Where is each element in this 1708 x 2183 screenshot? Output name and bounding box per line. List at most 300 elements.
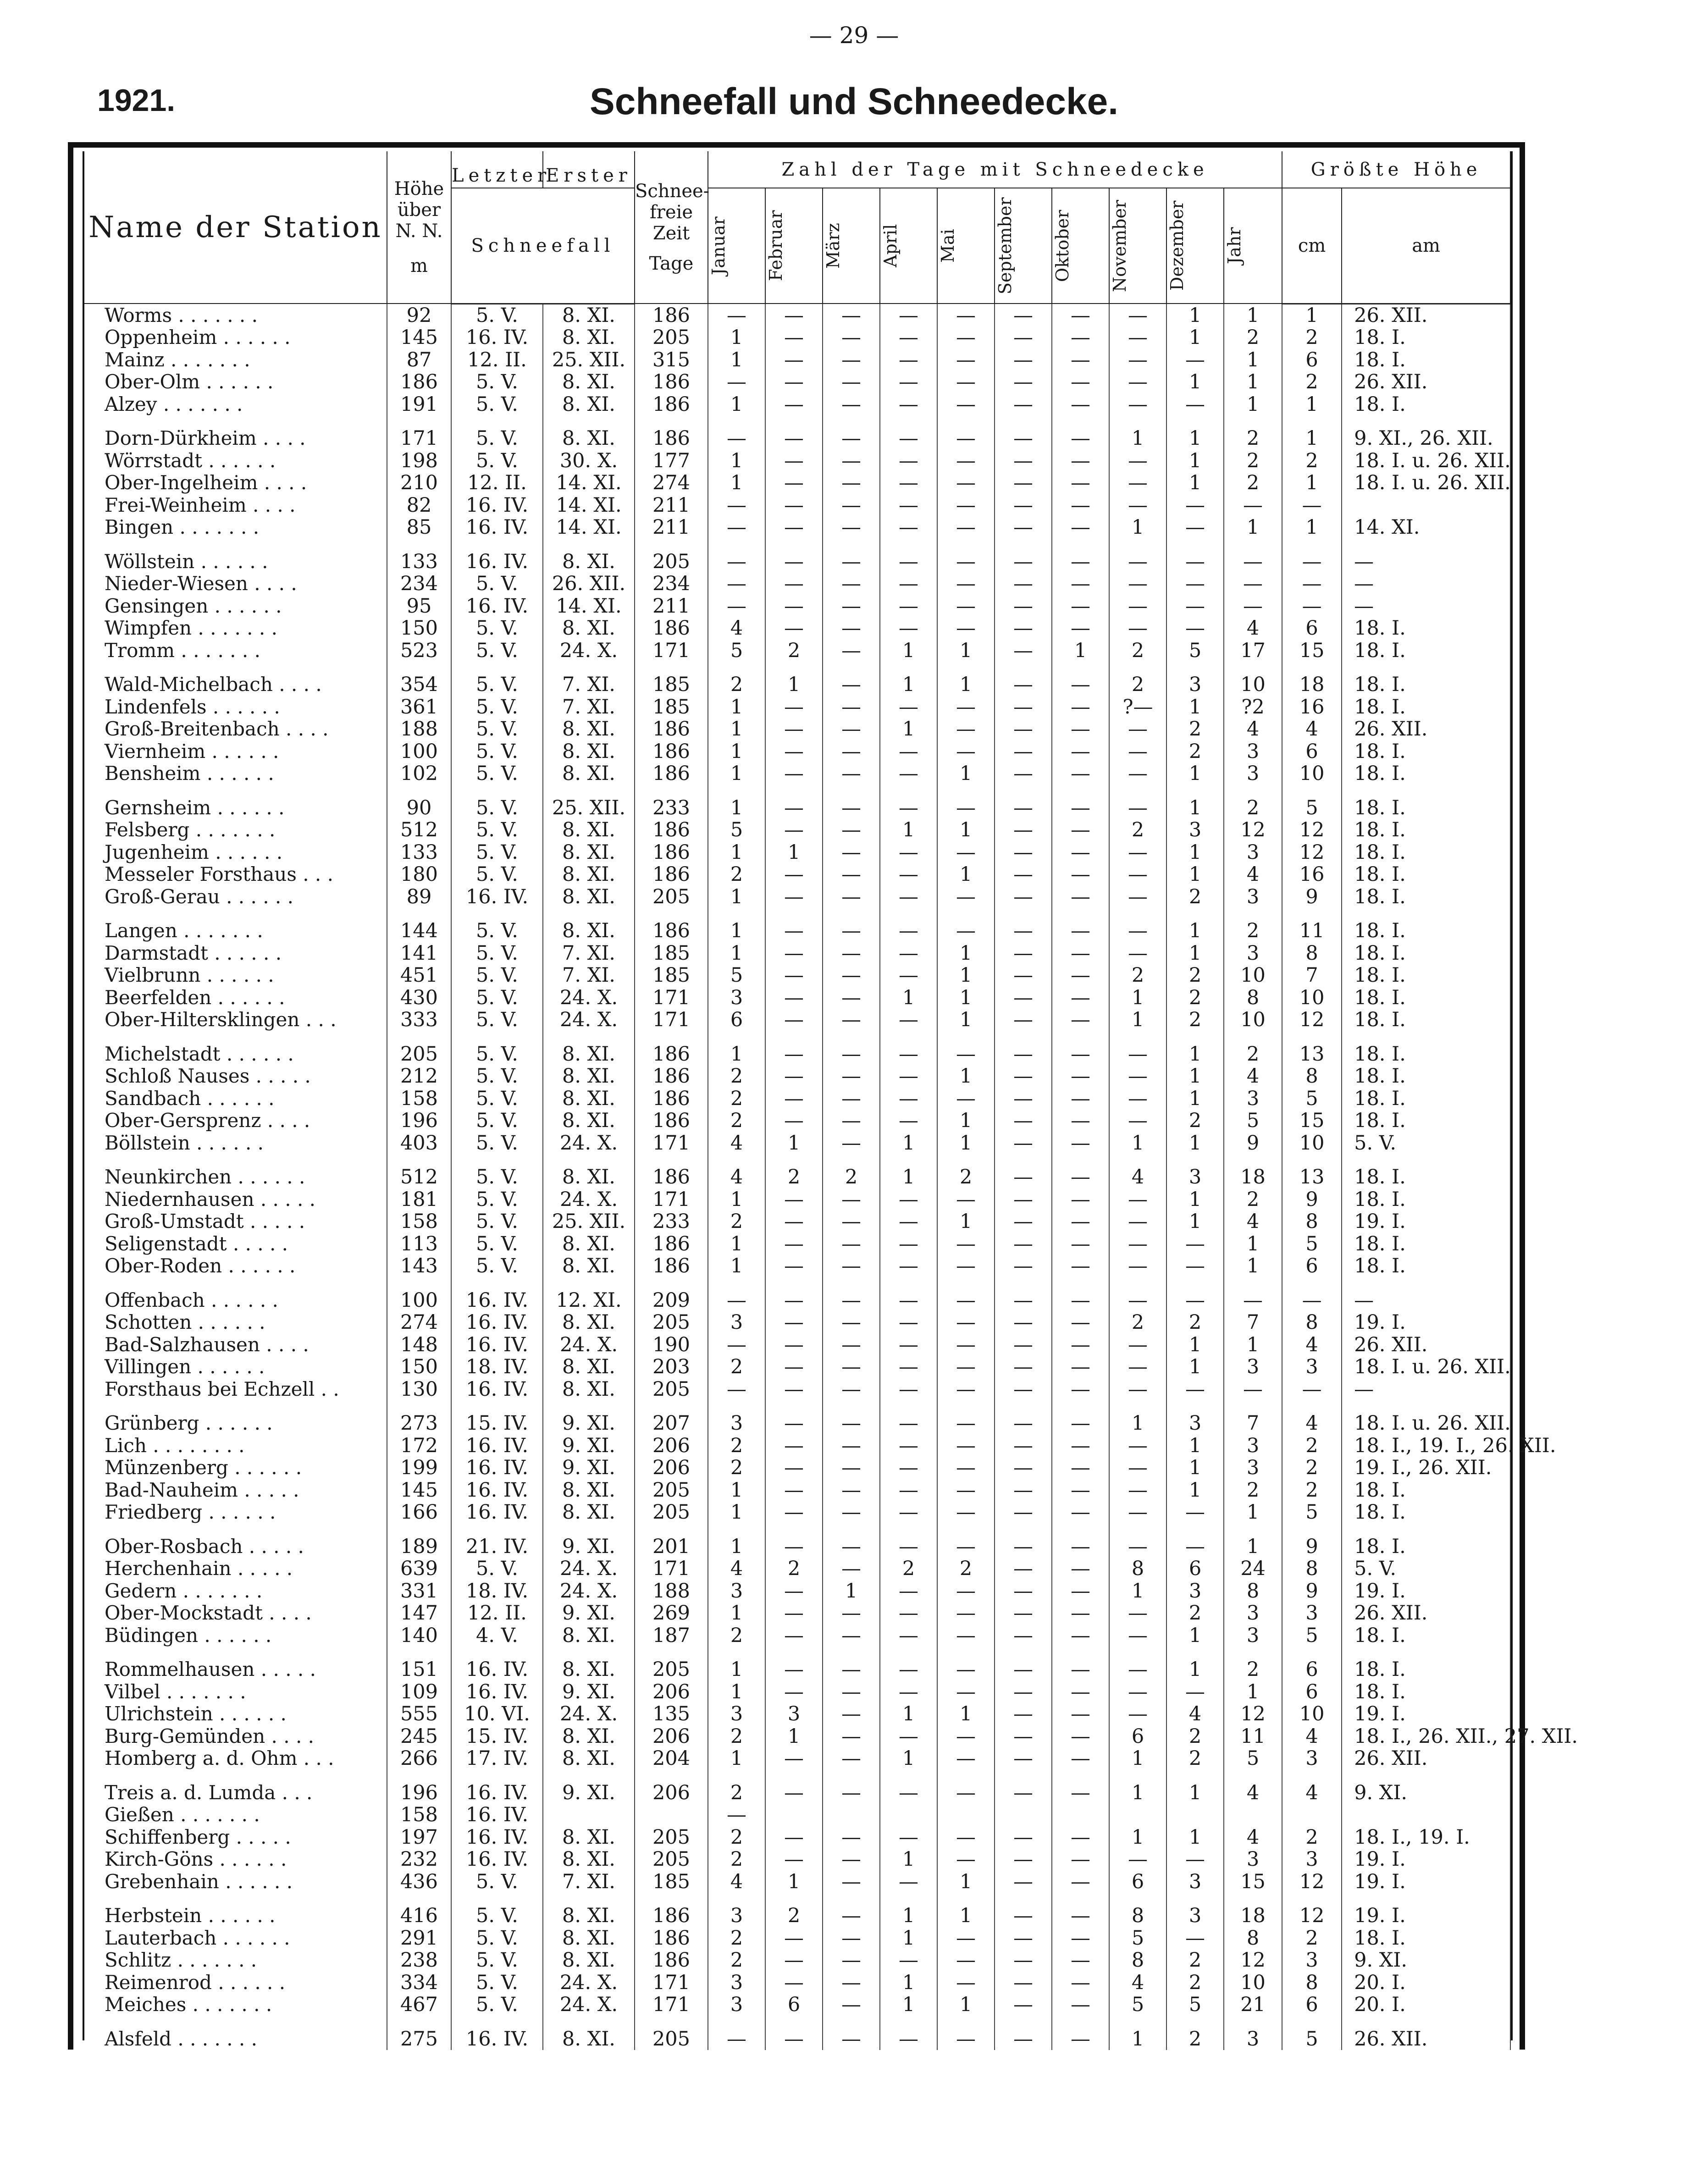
cell-januar: 1 (708, 1602, 765, 1625)
cell-februar: — (765, 1311, 823, 1334)
cell-schneefrei: 186 (635, 763, 708, 785)
cell-mai: — (937, 908, 995, 942)
cell-hoehe: 133 (387, 539, 451, 573)
cell-maerz: — (823, 1994, 880, 2016)
cell-februar: — (765, 1031, 823, 1066)
cell-oktober: — (1052, 1110, 1109, 1132)
cell-november: ?— (1109, 696, 1166, 718)
cell-september: — (995, 908, 1052, 942)
cell-station: Mainz . . . . . . . (84, 349, 387, 371)
cell-schneefrei: 274 (635, 472, 708, 494)
cell-hoehe-am: 19. I. (1342, 1703, 1510, 1725)
cell-januar: 2 (708, 863, 765, 886)
cell-hoehe-cm: 4 (1282, 1400, 1342, 1435)
cell-februar: — (765, 1233, 823, 1255)
cell-februar: — (765, 1277, 823, 1312)
cell-februar: — (765, 1457, 823, 1479)
cell-erster: 24. X. (543, 1994, 635, 2016)
cell-hoehe-cm: 11 (1282, 908, 1342, 942)
cell-jahr: 17 (1224, 640, 1282, 662)
cell-april: 1 (880, 1848, 937, 1871)
cell-schneefrei: 205 (635, 1826, 708, 1849)
cell-dezember: — (1166, 1848, 1224, 1871)
cell-station: Tromm . . . . . . . (84, 640, 387, 662)
cell-hoehe: 90 (387, 785, 451, 819)
cell-maerz: — (823, 539, 880, 573)
cell-april: — (880, 1479, 937, 1502)
cell-hoehe: 144 (387, 908, 451, 942)
header-hoehe-unit: m (410, 255, 428, 276)
header-month-februar: Februar (765, 188, 823, 304)
cell-april: — (880, 1871, 937, 1893)
cell-erster: 8. XI. (543, 304, 635, 326)
cell-hoehe-cm: 9 (1282, 1524, 1342, 1558)
table-row (84, 1233, 1510, 1255)
cell-erster: 24. X. (543, 1580, 635, 1603)
cell-april: — (880, 450, 937, 472)
cell-september: — (995, 1725, 1052, 1748)
cell-station: Niedernhausen . . . . . (84, 1188, 387, 1211)
cell-hoehe-cm: 12 (1282, 1009, 1342, 1031)
cell-maerz: — (823, 1188, 880, 1211)
cell-hoehe: 205 (387, 1031, 451, 1066)
cell-september: — (995, 1994, 1052, 2016)
cell-januar: 1 (708, 1681, 765, 1703)
cell-hoehe-am: 18. I. (1342, 1154, 1510, 1188)
cell-hoehe: 361 (387, 696, 451, 718)
table-row (84, 1031, 1510, 1066)
cell-dezember: 2 (1166, 1602, 1224, 1625)
cell-januar: 1 (708, 326, 765, 349)
cell-april: — (880, 539, 937, 573)
cell-hoehe-am: 18. I., 19. I., 26. XII. (1342, 1435, 1510, 1457)
cell-maerz: — (823, 1110, 880, 1132)
cell-jahr: — (1224, 539, 1282, 573)
cell-januar: 1 (708, 450, 765, 472)
cell-november: — (1109, 326, 1166, 349)
cell-september: — (995, 1210, 1052, 1233)
cell-letzter: 16. IV. (451, 494, 543, 517)
cell-jahr: 12 (1224, 1949, 1282, 1972)
cell-jahr: 1 (1224, 393, 1282, 416)
cell-schneefrei: 186 (635, 371, 708, 393)
cell-jahr: 2 (1224, 1031, 1282, 1066)
cell-april: — (880, 741, 937, 763)
cell-november: — (1109, 617, 1166, 640)
cell-oktober: — (1052, 539, 1109, 573)
cell-maerz: — (823, 1132, 880, 1155)
cell-letzter: 5. V. (451, 573, 543, 595)
cell-erster: 9. XI. (543, 1770, 635, 1804)
cell-februar: 3 (765, 1703, 823, 1725)
page-year: 1921. (97, 83, 176, 118)
cell-april: — (880, 1602, 937, 1625)
cell-jahr: 2 (1224, 472, 1282, 494)
cell-hoehe-cm: 12 (1282, 841, 1342, 864)
cell-jahr: 3 (1224, 1088, 1282, 1110)
cell-schneefrei: 186 (635, 304, 708, 326)
cell-oktober: — (1052, 662, 1109, 696)
cell-hoehe: 172 (387, 1435, 451, 1457)
cell-oktober: — (1052, 1826, 1109, 1849)
cell-mai: 1 (937, 1994, 995, 2016)
cell-september: — (995, 1400, 1052, 1435)
cell-mai: — (937, 841, 995, 864)
cell-hoehe-cm: — (1282, 539, 1342, 573)
cell-jahr: 4 (1224, 1826, 1282, 1849)
cell-oktober: — (1052, 304, 1109, 326)
header-schneefrei-line2: freie (649, 201, 693, 223)
cell-hoehe-cm: 10 (1282, 1132, 1342, 1155)
cell-erster: 24. X. (543, 1972, 635, 1994)
cell-februar: — (765, 1647, 823, 1681)
cell-erster: 14. XI. (543, 472, 635, 494)
cell-februar: 2 (765, 1154, 823, 1188)
cell-erster: 24. X. (543, 987, 635, 1009)
table-row (84, 1088, 1510, 1110)
cell-februar: — (765, 1501, 823, 1524)
cell-schneefrei: 186 (635, 393, 708, 416)
cell-mai: — (937, 785, 995, 819)
cell-september: — (995, 1949, 1052, 1972)
cell-mai: 1 (937, 863, 995, 886)
cell-mai: — (937, 617, 995, 640)
cell-jahr: 3 (1224, 1457, 1282, 1479)
table-row (84, 415, 1510, 450)
cell-station: Wöllstein . . . . . . (84, 539, 387, 573)
cell-dezember: 3 (1166, 1871, 1224, 1893)
cell-april: — (880, 1647, 937, 1681)
cell-letzter: 5. V. (451, 1255, 543, 1277)
cell-hoehe-am: 19. I. (1342, 1311, 1510, 1334)
cell-station: Herbstein . . . . . . (84, 1893, 387, 1927)
cell-maerz: — (823, 819, 880, 841)
cell-schneefrei: 207 (635, 1400, 708, 1435)
cell-februar: — (765, 539, 823, 573)
cell-jahr: 10 (1224, 1009, 1282, 1031)
cell-jahr: 2 (1224, 785, 1282, 819)
header-schneefrei-line4: Tage (649, 253, 694, 274)
cell-maerz: — (823, 964, 880, 987)
cell-hoehe-am: 18. I. (1342, 1088, 1510, 1110)
cell-hoehe: 198 (387, 450, 451, 472)
cell-maerz (823, 1804, 880, 1826)
cell-hoehe: 196 (387, 1770, 451, 1804)
cell-hoehe-cm: 8 (1282, 1558, 1342, 1580)
cell-januar: 2 (708, 1110, 765, 1132)
cell-hoehe-am: 9. XI. (1342, 1949, 1510, 1972)
cell-letzter: 5. V. (451, 964, 543, 987)
cell-mai: — (937, 371, 995, 393)
cell-januar: 1 (708, 349, 765, 371)
cell-hoehe-cm: 7 (1282, 964, 1342, 987)
cell-januar: 4 (708, 617, 765, 640)
cell-hoehe-cm: 6 (1282, 1255, 1342, 1277)
cell-februar: — (765, 1356, 823, 1378)
cell-hoehe-cm: 5 (1282, 1625, 1342, 1647)
cell-hoehe-cm: 1 (1282, 304, 1342, 326)
cell-februar: — (765, 516, 823, 539)
cell-januar: 1 (708, 472, 765, 494)
cell-station: Nieder-Wiesen . . . . (84, 573, 387, 595)
cell-hoehe: 150 (387, 1356, 451, 1378)
cell-hoehe-cm: 5 (1282, 1088, 1342, 1110)
cell-dezember: 5 (1166, 640, 1224, 662)
cell-maerz: — (823, 326, 880, 349)
cell-maerz: — (823, 1277, 880, 1312)
cell-oktober: — (1052, 696, 1109, 718)
cell-letzter: 17. IV. (451, 1747, 543, 1770)
cell-hoehe: 171 (387, 415, 451, 450)
cell-station: Grünberg . . . . . . (84, 1400, 387, 1435)
cell-september: — (995, 1435, 1052, 1457)
cell-hoehe-am: 18. I. (1342, 1065, 1510, 1088)
cell-september: — (995, 1625, 1052, 1647)
cell-april: — (880, 1110, 937, 1132)
cell-hoehe: 102 (387, 763, 451, 785)
cell-erster: 8. XI. (543, 415, 635, 450)
cell-april: — (880, 595, 937, 618)
cell-erster: 24. X. (543, 1132, 635, 1155)
cell-mai: — (937, 415, 995, 450)
cell-september: — (995, 640, 1052, 662)
cell-dezember: 2 (1166, 1311, 1224, 1334)
cell-schneefrei: 211 (635, 494, 708, 517)
cell-oktober: — (1052, 595, 1109, 618)
cell-erster: 8. XI. (543, 718, 635, 741)
cell-dezember (1166, 1804, 1224, 1826)
cell-hoehe: 512 (387, 819, 451, 841)
cell-erster: 8. XI. (543, 1031, 635, 1066)
cell-mai: — (937, 1311, 995, 1334)
cell-station: Ober-Mockstadt . . . . (84, 1602, 387, 1625)
cell-september: — (995, 718, 1052, 741)
cell-jahr: 1 (1224, 349, 1282, 371)
cell-erster: 8. XI. (543, 326, 635, 349)
cell-maerz: — (823, 908, 880, 942)
table-row (84, 908, 1510, 942)
cell-februar: — (765, 863, 823, 886)
cell-dezember: 1 (1166, 450, 1224, 472)
cell-dezember: 2 (1166, 1725, 1224, 1748)
cell-februar: — (765, 1625, 823, 1647)
cell-schneefrei: 186 (635, 1949, 708, 1972)
cell-november: — (1109, 1356, 1166, 1378)
table-row (84, 1681, 1510, 1703)
cell-station: Ober-Gersprenz . . . . (84, 1110, 387, 1132)
cell-januar: 1 (708, 841, 765, 864)
table-row (84, 539, 1510, 573)
cell-november: 5 (1109, 1994, 1166, 2016)
cell-januar: 1 (708, 1255, 765, 1277)
cell-jahr: — (1224, 573, 1282, 595)
cell-november: — (1109, 1031, 1166, 1066)
cell-erster: 14. XI. (543, 595, 635, 618)
cell-april: — (880, 696, 937, 718)
cell-oktober: — (1052, 1435, 1109, 1457)
cell-jahr: 9 (1224, 1132, 1282, 1155)
cell-januar: 2 (708, 662, 765, 696)
cell-hoehe-cm: 5 (1282, 785, 1342, 819)
cell-mai: — (937, 1479, 995, 1502)
cell-oktober: — (1052, 393, 1109, 416)
cell-station: Groß-Breitenbach . . . . (84, 718, 387, 741)
cell-schneefrei: 187 (635, 1625, 708, 1647)
cell-april: — (880, 1210, 937, 1233)
cell-februar: — (765, 1927, 823, 1950)
cell-november: — (1109, 1378, 1166, 1401)
cell-hoehe-cm: 16 (1282, 696, 1342, 718)
cell-jahr: 12 (1224, 819, 1282, 841)
cell-november: 1 (1109, 1770, 1166, 1804)
table-row (84, 595, 1510, 618)
cell-januar: 2 (708, 1826, 765, 1849)
cell-maerz: — (823, 1558, 880, 1580)
cell-maerz: — (823, 450, 880, 472)
cell-september (995, 1804, 1052, 1826)
cell-februar: — (765, 1972, 823, 1994)
cell-november: — (1109, 1501, 1166, 1524)
cell-erster: 9. XI. (543, 1524, 635, 1558)
cell-april: — (880, 516, 937, 539)
cell-station: Schloß Nauses . . . . . (84, 1065, 387, 1088)
cell-schneefrei: 171 (635, 1558, 708, 1580)
cell-jahr: 3 (1224, 1435, 1282, 1457)
cell-oktober: — (1052, 1031, 1109, 1066)
cell-station: Frei-Weinheim . . . . (84, 494, 387, 517)
cell-oktober: — (1052, 516, 1109, 539)
cell-maerz: — (823, 640, 880, 662)
header-schneefrei-line3: Zeit (652, 222, 690, 244)
cell-september: — (995, 741, 1052, 763)
cell-maerz: — (823, 1826, 880, 1849)
cell-hoehe: 145 (387, 1479, 451, 1502)
cell-erster: 8. XI. (543, 2016, 635, 2050)
cell-hoehe-am: 18. I. (1342, 1255, 1510, 1277)
cell-hoehe: 197 (387, 1826, 451, 1849)
cell-letzter: 16. IV. (451, 1804, 543, 1826)
cell-mai: — (937, 1277, 995, 1312)
cell-hoehe: 87 (387, 349, 451, 371)
cell-april: — (880, 304, 937, 326)
cell-erster: 12. XI. (543, 1277, 635, 1312)
cell-dezember: 2 (1166, 1972, 1224, 1994)
cell-april: 1 (880, 1994, 937, 2016)
cell-jahr: 8 (1224, 1927, 1282, 1950)
cell-station: Ober-Ingelheim . . . . (84, 472, 387, 494)
cell-mai (937, 1804, 995, 1826)
cell-april: — (880, 617, 937, 640)
cell-erster: 7. XI. (543, 662, 635, 696)
cell-april: — (880, 863, 937, 886)
cell-mai: — (937, 1031, 995, 1066)
cell-jahr: 18 (1224, 1154, 1282, 1188)
cell-maerz: — (823, 595, 880, 618)
cell-februar: — (765, 1334, 823, 1356)
cell-station: Langen . . . . . . . (84, 908, 387, 942)
cell-jahr: 10 (1224, 1972, 1282, 1994)
cell-schneefrei: 186 (635, 1154, 708, 1188)
cell-april: 1 (880, 1893, 937, 1927)
cell-april: — (880, 1625, 937, 1647)
cell-oktober: — (1052, 1457, 1109, 1479)
cell-letzter: 5. V. (451, 1031, 543, 1066)
cell-februar: — (765, 1524, 823, 1558)
table-row (84, 617, 1510, 640)
cell-dezember: 2 (1166, 718, 1224, 741)
cell-hoehe-am: 26. XII. (1342, 718, 1510, 741)
cell-hoehe: 512 (387, 1154, 451, 1188)
cell-jahr: 1 (1224, 516, 1282, 539)
header-month-mai: Mai (937, 188, 995, 304)
cell-schneefrei: 190 (635, 1334, 708, 1356)
cell-maerz: — (823, 304, 880, 326)
table-row (84, 662, 1510, 696)
cell-november: — (1109, 1210, 1166, 1233)
cell-jahr: 1 (1224, 1681, 1282, 1703)
cell-november: — (1109, 1088, 1166, 1110)
cell-januar: 4 (708, 1132, 765, 1155)
cell-dezember: 1 (1166, 1435, 1224, 1457)
table-row (84, 696, 1510, 718)
cell-april: — (880, 1255, 937, 1277)
cell-letzter: 5. V. (451, 1088, 543, 1110)
cell-oktober: — (1052, 1972, 1109, 1994)
cell-dezember: — (1166, 617, 1224, 640)
cell-oktober: — (1052, 1770, 1109, 1804)
cell-april: — (880, 1277, 937, 1312)
cell-letzter: 5. V. (451, 763, 543, 785)
cell-oktober: — (1052, 1501, 1109, 1524)
cell-oktober: — (1052, 494, 1109, 517)
cell-schneefrei: 234 (635, 573, 708, 595)
cell-maerz: — (823, 1703, 880, 1725)
cell-jahr: 3 (1224, 2016, 1282, 2050)
cell-november: — (1109, 1255, 1166, 1277)
cell-dezember: 1 (1166, 472, 1224, 494)
cell-hoehe: 148 (387, 1334, 451, 1356)
table-row (84, 472, 1510, 494)
cell-jahr: — (1224, 494, 1282, 517)
cell-letzter: 5. V. (451, 1972, 543, 1994)
cell-februar: 1 (765, 1725, 823, 1748)
cell-november: 1 (1109, 1009, 1166, 1031)
cell-hoehe: 291 (387, 1927, 451, 1950)
cell-schneefrei: 186 (635, 718, 708, 741)
cell-maerz: — (823, 1501, 880, 1524)
cell-oktober: — (1052, 617, 1109, 640)
cell-erster: 8. XI. (543, 1378, 635, 1401)
cell-mai: 1 (937, 1703, 995, 1725)
cell-oktober: — (1052, 1210, 1109, 1233)
cell-november: 2 (1109, 1311, 1166, 1334)
cell-februar: — (765, 450, 823, 472)
cell-maerz: — (823, 841, 880, 864)
cell-oktober: — (1052, 1233, 1109, 1255)
cell-april: — (880, 1065, 937, 1088)
cell-september: — (995, 1233, 1052, 1255)
cell-jahr: 10 (1224, 964, 1282, 987)
cell-dezember: 2 (1166, 1747, 1224, 1770)
cell-februar: — (765, 1255, 823, 1277)
cell-januar: 1 (708, 1524, 765, 1558)
cell-jahr: 4 (1224, 1770, 1282, 1804)
cell-erster: 14. XI. (543, 494, 635, 517)
cell-dezember: 1 (1166, 696, 1224, 718)
cell-hoehe-am: 18. I. (1342, 987, 1510, 1009)
cell-mai: — (937, 696, 995, 718)
cell-hoehe: 100 (387, 1277, 451, 1312)
